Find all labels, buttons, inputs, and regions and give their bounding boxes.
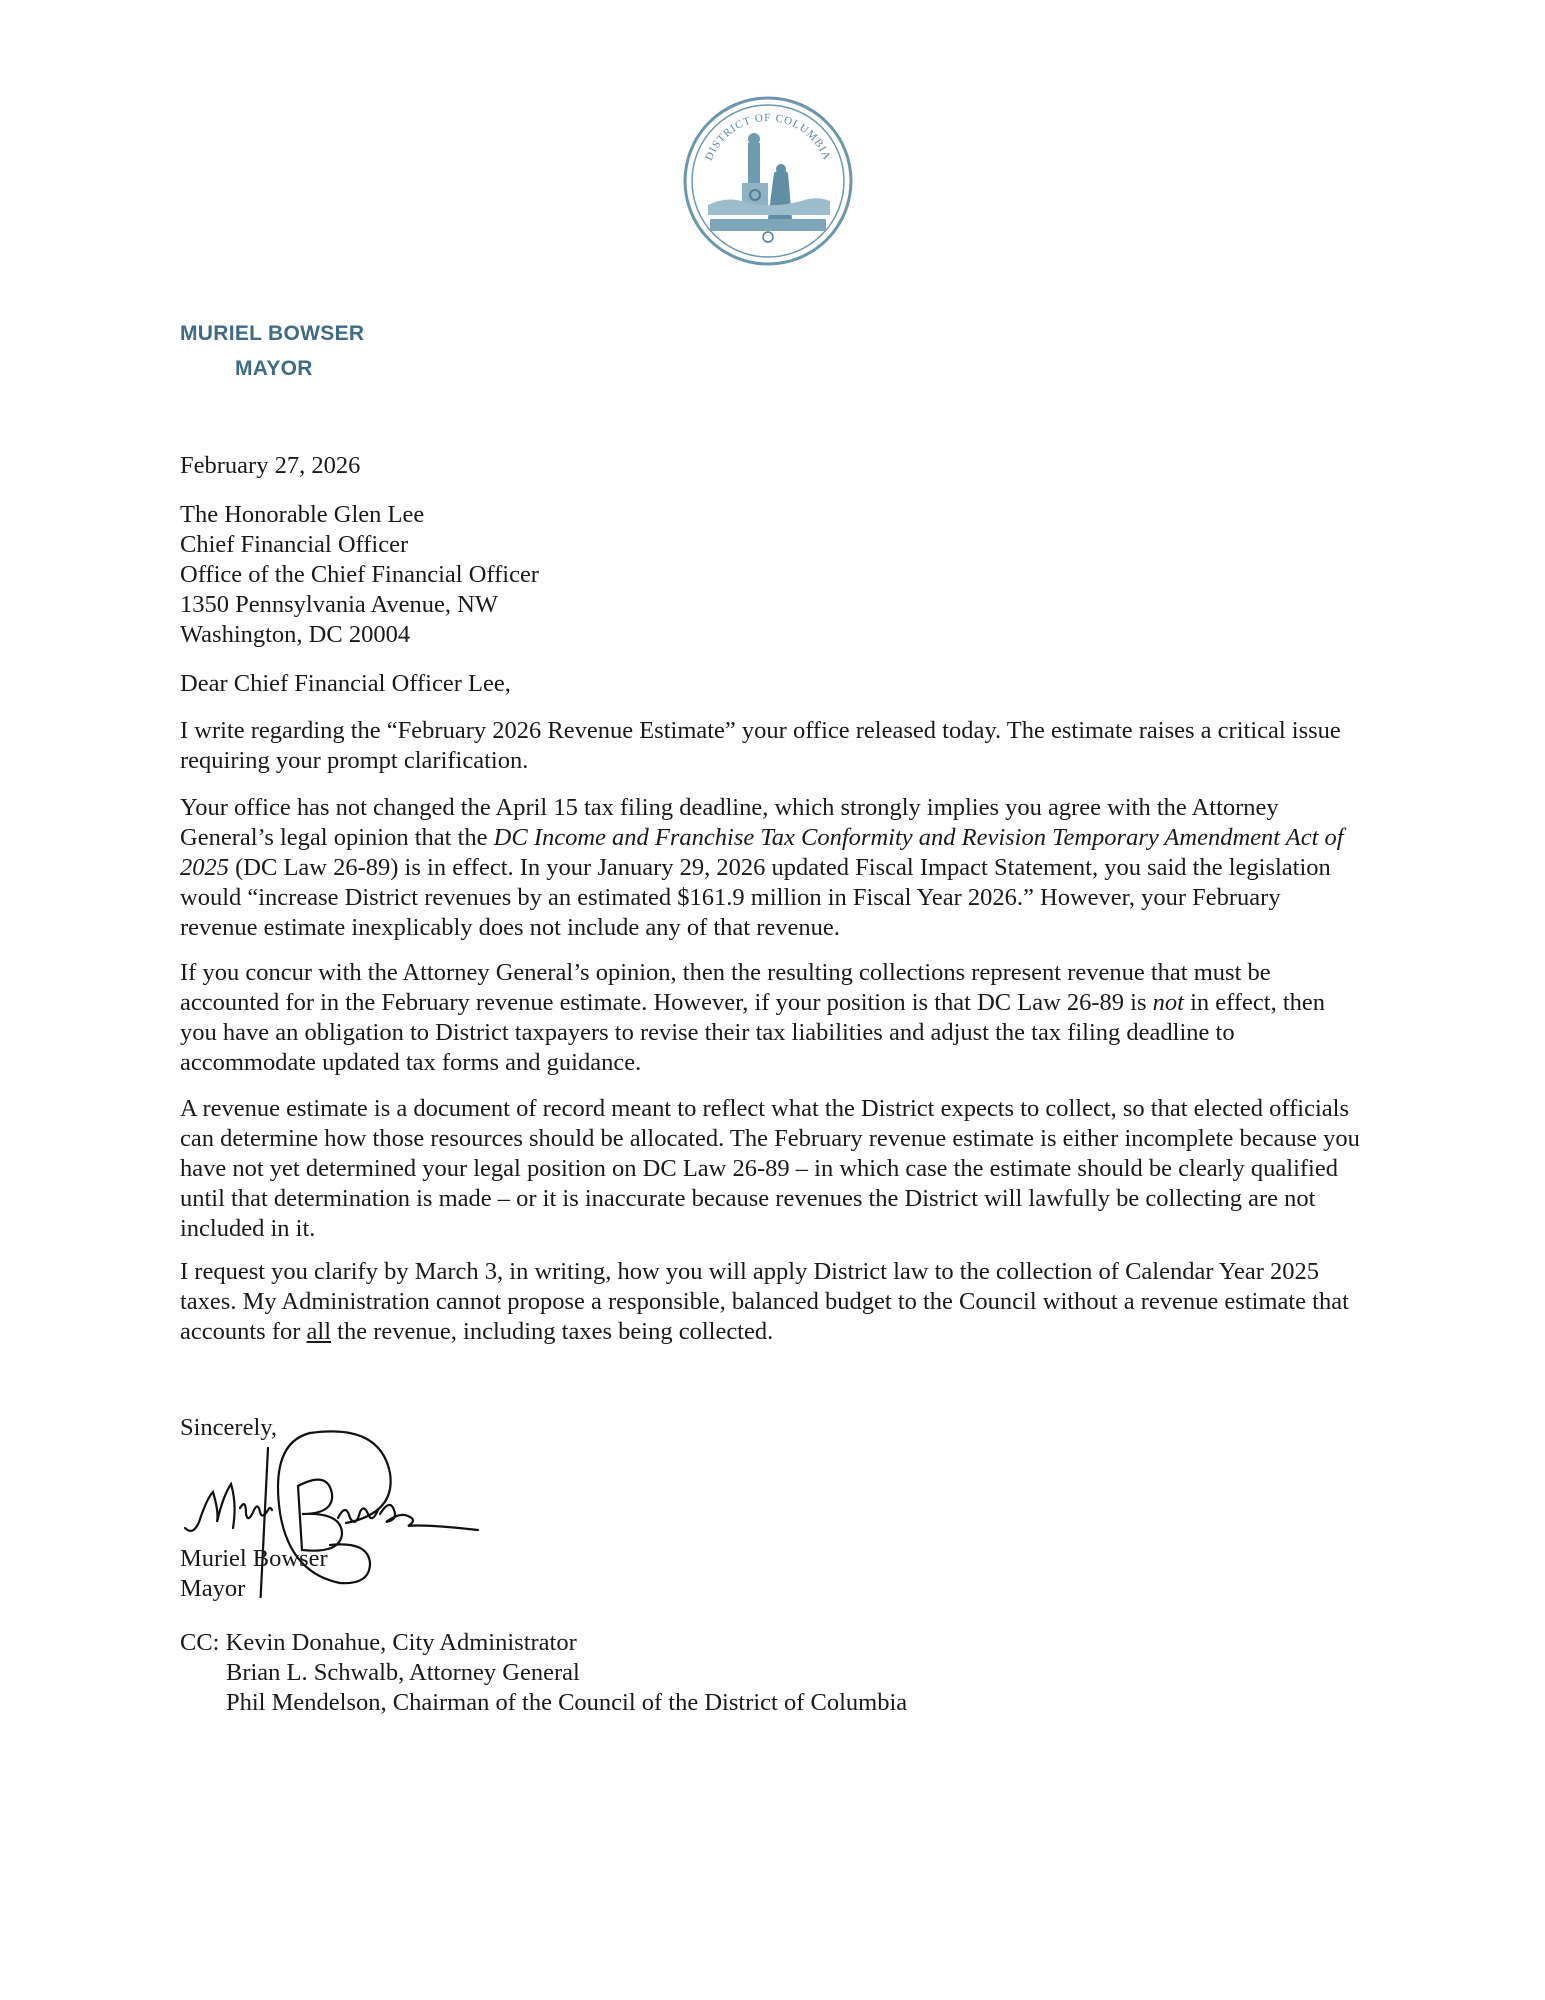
paragraph-4: A revenue estimate is a document of record meant to reflect what the District expects to collect, so that elected officials can determine how those resources should be allocated. The February revenue estimate is either incomplete because you have not yet determined your legal position on DC Law 26-89 – in which case the estimate should be clearly qualified until that determination is made – or it is inaccurate because revenues the District will lawfully be collecting are not included in it. — [180, 1095, 1360, 1242]
recipient-line: Office of the Chief Financial Officer — [180, 561, 539, 588]
letterhead-title: MAYOR — [235, 357, 313, 380]
letterhead-name: MURIEL BOWSER — [180, 322, 365, 345]
signatory-title: Mayor — [180, 1575, 246, 1602]
recipient-line: Chief Financial Officer — [180, 531, 409, 558]
cc-recipient: Kevin Donahue, City Administrator — [225, 1629, 577, 1656]
paragraph-1: I write regarding the “February 2026 Revenue Estimate” your office released today. The estimate raises a critical issue requiring your prompt clarification. — [180, 717, 1341, 774]
paragraph-5-text: the revenue, including taxes being collected. — [331, 1318, 774, 1345]
salutation: Dear Chief Financial Officer Lee, — [180, 670, 511, 697]
svg-text:DISTRICT OF COLUMBIA: DISTRICT OF COLUMBIA — [702, 111, 834, 163]
closing: Sincerely, — [180, 1414, 278, 1441]
act-title: DC Income and Franchise Tax Conformity and Revision Temporary Amendment Act of 2025 — [180, 824, 1344, 881]
paragraph-3-text: in effect, then you have an obligation to District taxpayers to revise their tax liabilities and adjust the tax filing deadline to accommodate updated tax forms and guidance. — [180, 989, 1325, 1076]
cc-line-1 — [180, 1628, 1360, 1658]
letter-date: February 27, 2026 — [180, 452, 361, 479]
cc-recipient: Brian L. Schwalb, Attorney General — [226, 1659, 580, 1686]
paragraph-5 — [180, 1257, 1360, 1347]
recipient-address-block — [180, 500, 1360, 650]
paragraph-3 — [180, 958, 1360, 1078]
emphasis-not: not — [1152, 989, 1184, 1016]
recipient-line: The Honorable Glen Lee — [180, 501, 425, 528]
district-of-columbia-seal-icon — [682, 95, 854, 267]
paragraph-3-text: If you concur with the Attorney General’s opinion, then the resulting collections represent revenue that must be accounted for in the February revenue estimate. However, if your position is that DC Law 26-89 is — [180, 959, 1271, 1016]
recipient-line: Washington, DC 20004 — [180, 621, 411, 648]
paragraph-2-text: Your office has not changed the April 15 tax filing deadline, which strongly implies you agree with the Attorney General’s legal opinion that the — [180, 794, 1279, 851]
paragraph-2-text: (DC Law 26-89) is in effect. In your January 29, 2026 updated Fiscal Impact Statement, you said the legislation would “increase District revenues by an estimated $161.9 million in Fiscal Year 2026.” However, your February revenue estimate inexplicably does not include any of that revenue. — [180, 854, 1331, 941]
cc-recipient: Phil Mendelson, Chairman of the Council of the District of Columbia — [226, 1689, 908, 1716]
cc-label: CC: — [180, 1629, 220, 1656]
paragraph-2 — [180, 793, 1360, 943]
cc-block — [180, 1628, 1360, 1718]
signatory-name: Muriel Bowser — [180, 1545, 328, 1572]
paragraph-5-text: I request you clarify by March 3, in writing, how you will apply District law to the collection of Calendar Year 2025 taxes. My Administration cannot propose a responsible, balanced budget to the Council without a revenue estimate that accounts for — [180, 1258, 1349, 1345]
emphasis-all: all — [306, 1318, 332, 1345]
recipient-line: 1350 Pennsylvania Avenue, NW — [180, 591, 498, 618]
